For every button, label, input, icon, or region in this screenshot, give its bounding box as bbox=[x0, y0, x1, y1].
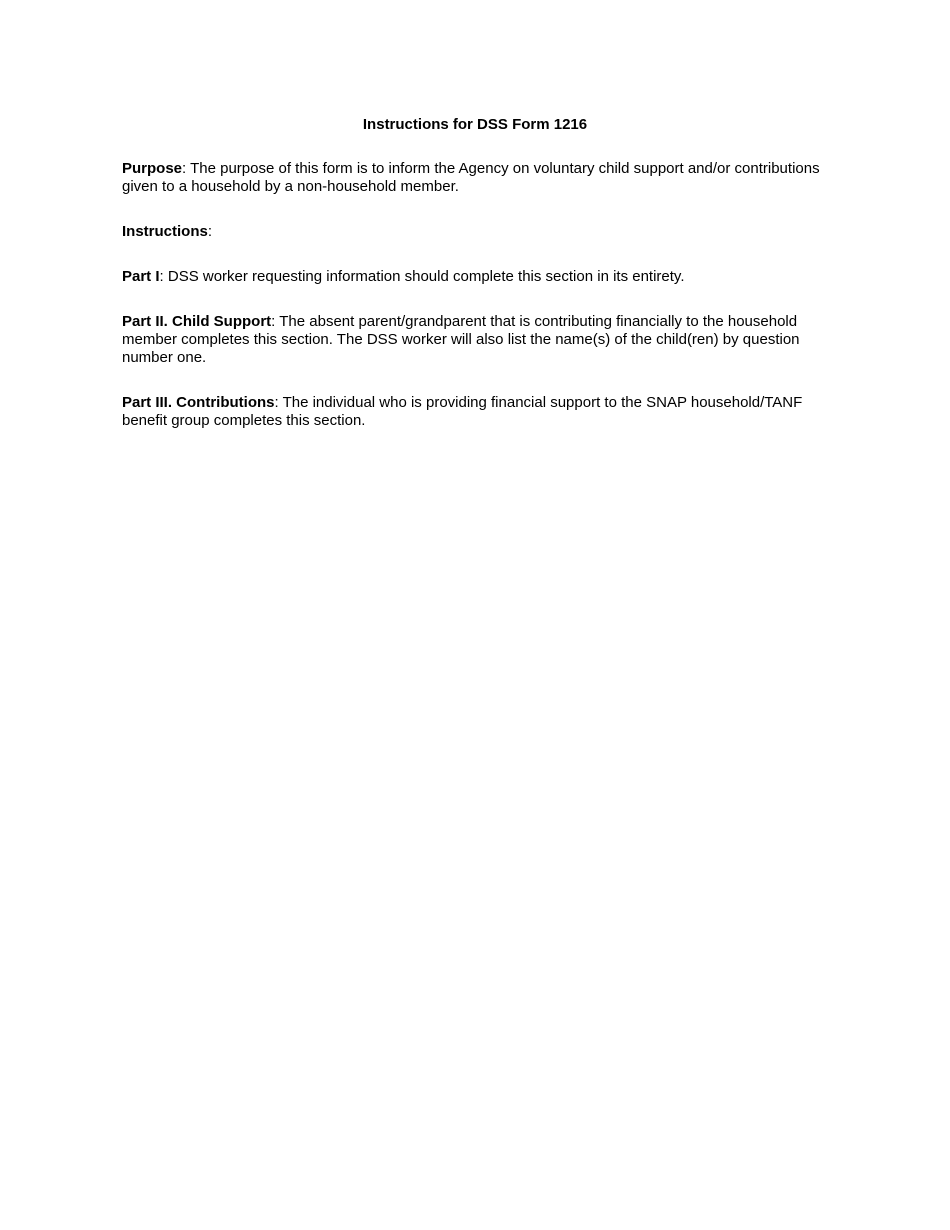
section-part-1 bbox=[122, 268, 837, 286]
document-body bbox=[122, 160, 837, 457]
document-title: Instructions for DSS Form 1216 bbox=[362, 116, 588, 133]
section-part-3-contributions bbox=[122, 394, 837, 430]
section-separator: : bbox=[182, 160, 187, 177]
section-label: Instructions bbox=[122, 223, 208, 240]
section-text: The individual who is providing financial support to the SNAP household/TANF benefit group completes this section. bbox=[122, 394, 803, 429]
section-label: Purpose bbox=[122, 160, 183, 177]
section-text: DSS worker requesting information should complete this section in its entirety. bbox=[163, 268, 685, 285]
section-label: Part I bbox=[122, 268, 160, 285]
section-separator: : bbox=[207, 223, 213, 240]
section-text: The purpose of this form is to inform the Agency on voluntary child support and/or contributions given to a household by a non-household member. bbox=[122, 160, 820, 195]
section-text: The absent parent/grandparent that is contributing financially to the household member completes this section. The DSS worker will also list the name(s) of the child(ren) by question number one. bbox=[122, 313, 800, 366]
section-separator: : bbox=[159, 268, 164, 285]
section-separator: : bbox=[271, 313, 276, 330]
section-purpose bbox=[122, 160, 837, 196]
section-label: Part III. Contributions bbox=[122, 394, 275, 411]
section-instructions bbox=[122, 223, 837, 241]
section-part-2-child-support bbox=[122, 313, 837, 367]
section-separator: : bbox=[274, 394, 279, 411]
section-label: Part II. Child Support bbox=[122, 313, 272, 330]
